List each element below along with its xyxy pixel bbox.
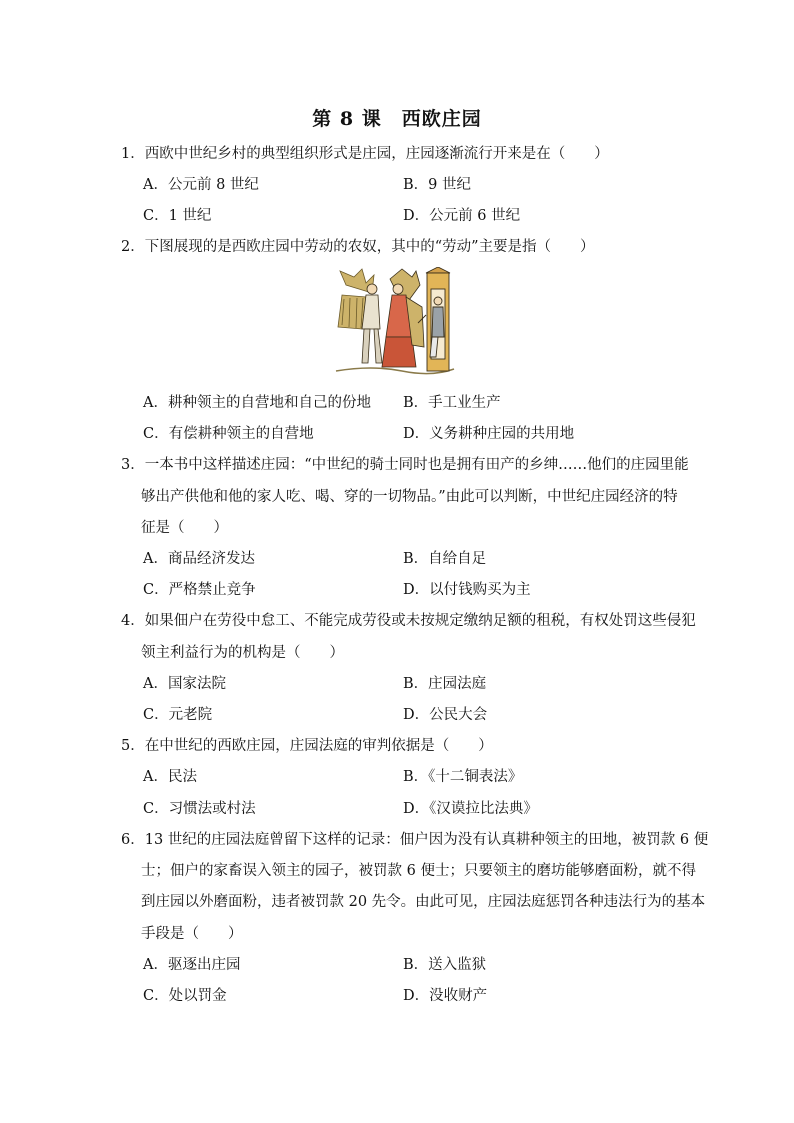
question-1-option-d: D．公元前 6 世纪	[403, 208, 521, 224]
question-6-stem-line-1: 6．13 世纪的庄园法庭曾留下这样的记录：佃户因为没有认真耕种领主的田地，被罚款 6 便	[121, 832, 709, 848]
question-4-option-c: C．元老院	[143, 707, 213, 723]
question-5-option-c: C．习惯法或村法	[143, 801, 256, 817]
question-2-option-c: C．有偿耕种领主的自营地	[143, 426, 314, 442]
question-6-option-a: A．驱逐出庄园	[143, 957, 241, 973]
question-2-option-a: A．耕种领主的自营地和自己的份地	[143, 395, 371, 411]
question-6-stem-line-4: 手段是（ ）	[141, 926, 243, 942]
question-1-option-b: B．9 世纪	[403, 177, 471, 193]
question-4-option-b: B．庄园法庭	[403, 676, 487, 692]
question-6-stem-line-2: 士；佃户的家畜误入领主的园子，被罚款 6 便士；只要领主的磨坊能够磨面粉，就不得	[141, 863, 696, 879]
question-6-stem-line-3: 到庄园以外磨面粉，违者被罚款 20 先令。由此可见，庄园法庭惩罚各种违法行为的基本	[141, 894, 706, 910]
question-2-stem: 2．下图展现的是西欧庄园中劳动的农奴，其中的“劳动”主要是指（ ）	[121, 239, 595, 255]
question-6-option-b: B．送入监狱	[403, 957, 487, 973]
question-3-option-b: B．自给自足	[403, 551, 487, 567]
question-3-stem-line-1: 3．一本书中这样描述庄园：“中世纪的骑士同时也是拥有田产的乡绅……他们的庄园里能	[121, 457, 689, 473]
question-2-option-d: D．义务耕种庄园的共用地	[403, 426, 575, 442]
page-title: 第 8 课 西欧庄园	[312, 108, 482, 130]
question-6-option-d: D．没收财产	[403, 988, 488, 1004]
question-5-option-b: B．《十二铜表法》	[403, 769, 523, 785]
question-1-option-c: C．1 世纪	[143, 208, 212, 224]
question-5-option-d: D．《汉谟拉比法典》	[403, 801, 538, 817]
question-3-option-d: D．以付钱购买为主	[403, 582, 531, 598]
question-4-stem-line-2: 领主利益行为的机构是（ ）	[141, 645, 344, 661]
question-3-stem-line-3: 征是（ ）	[141, 520, 228, 536]
question-5-option-a: A．民法	[143, 769, 197, 785]
question-6-option-c: C．处以罚金	[143, 988, 227, 1004]
question-4-option-d: D．公民大会	[403, 707, 488, 723]
question-1-stem: 1．西欧中世纪乡村的典型组织形式是庄园，庄园逐渐流行开来是在（ ）	[121, 146, 609, 162]
question-3-stem-line-2: 够出产供他和他的家人吃、喝、穿的一切物品。”由此可以判断，中世纪庄园经济的特	[141, 489, 678, 505]
question-5-stem: 5．在中世纪的西欧庄园，庄园法庭的审判依据是（ ）	[121, 738, 493, 754]
serfs-labor-illustration	[332, 267, 458, 377]
question-3-option-c: C．严格禁止竞争	[143, 582, 256, 598]
question-4-option-a: A．国家法院	[143, 676, 226, 692]
question-3-option-a: A．商品经济发达	[143, 551, 255, 567]
question-4-stem-line-1: 4．如果佃户在劳役中怠工、不能完成劳役或未按规定缴纳足额的租税，有权处罚这些侵犯	[121, 613, 696, 629]
question-2-option-b: B．手工业生产	[403, 395, 501, 411]
question-1-option-a: A．公元前 8 世纪	[143, 177, 259, 193]
